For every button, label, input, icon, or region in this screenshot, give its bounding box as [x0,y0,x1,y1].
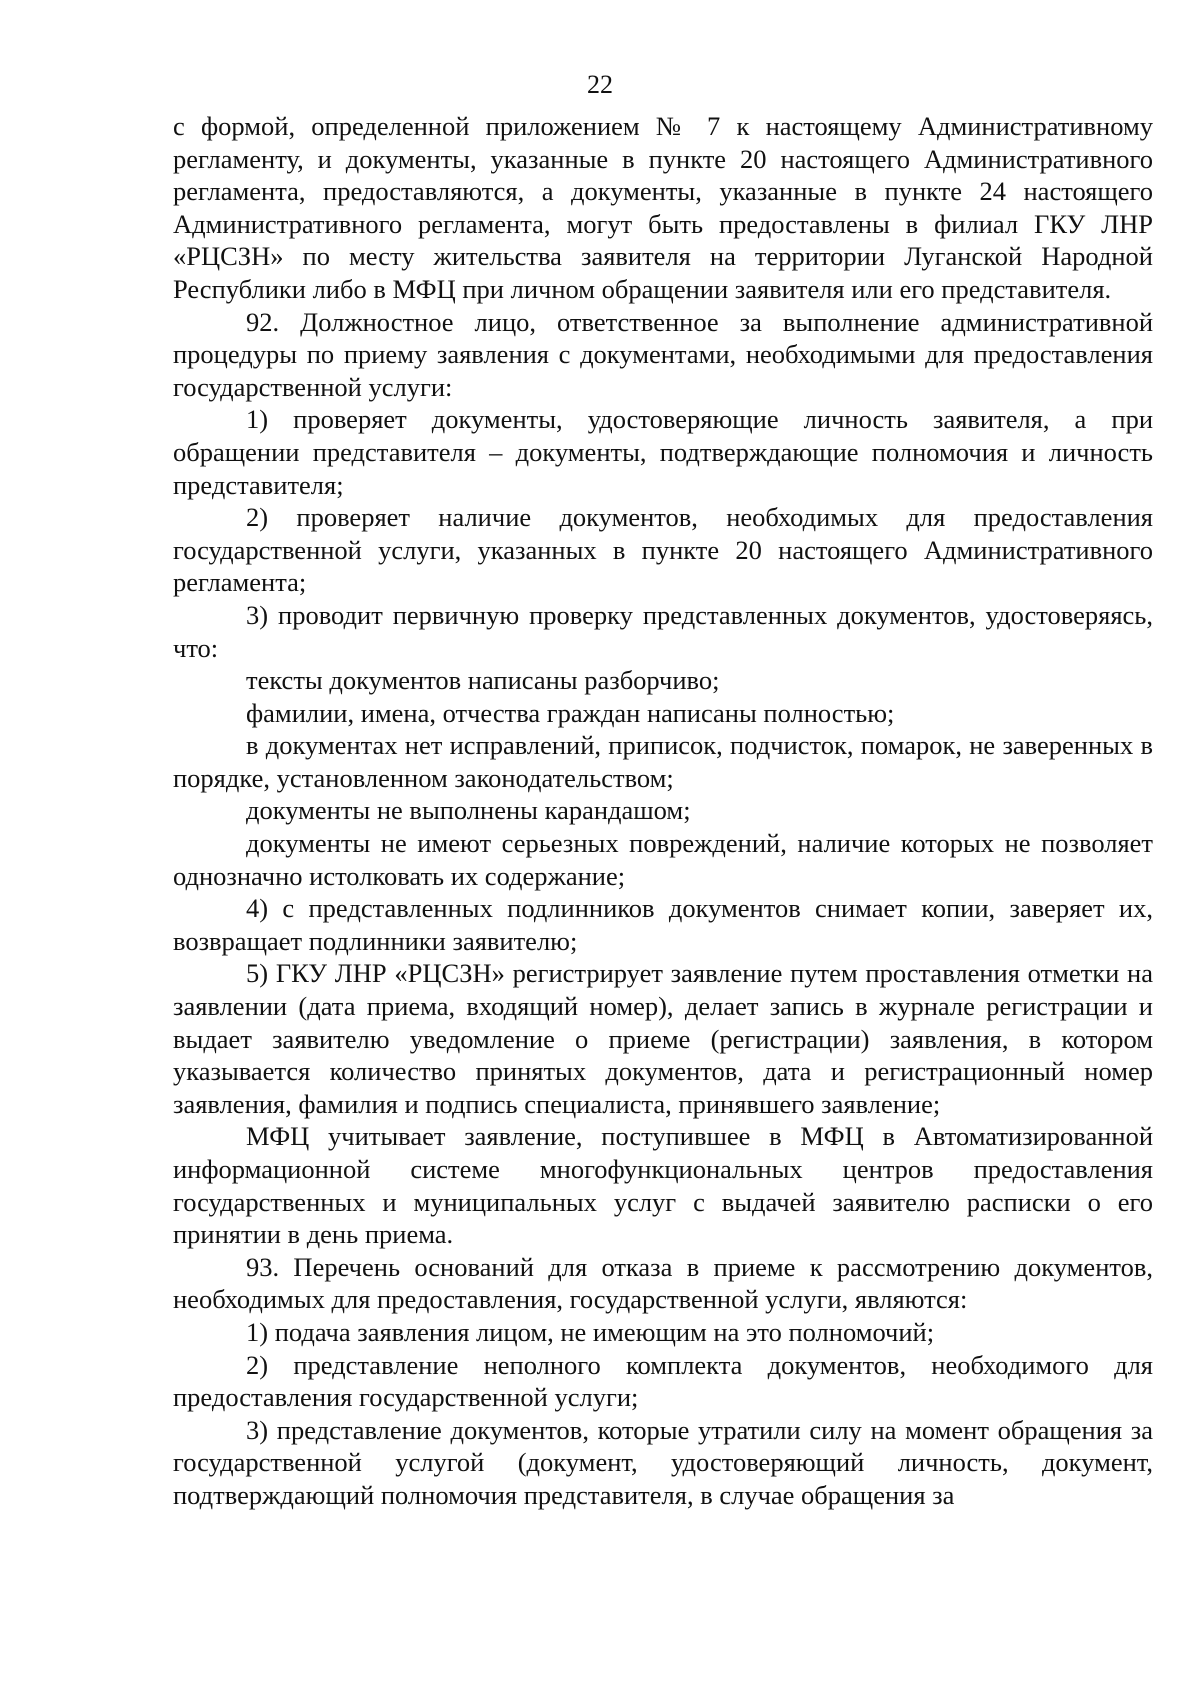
paragraph-check-legible: тексты документов написаны разборчиво; [246,665,720,696]
paragraph-subitem-1: 1) проверяет документы, удостоверяющие личность заявителя, а при обращении представителя – документы, подтверждающие полномочия и личность представителя; [173,404,1153,500]
paragraph-subitem-3: 3) проводит первичную проверку представленных документов, удостоверяясь, что: [173,599,1153,663]
paragraph-subitem-4: 4) с представленных подлинников документов снимает копии, заверяет их, возвращает подлинники заявителю; [173,893,1153,956]
paragraph-item-92: 92. Должностное лицо, ответственное за выполнение административной процедуры по приему заявления с документами, необходимыми для предоставления государственной услуги: [173,306,1153,402]
paragraph-item-93: 93. Перечень оснований для отказа в приеме к рассмотрению документов, необходимых для предоставления, государственной услуги, являются: [173,1251,1153,1315]
paragraph-check-damage: документы не имеют серьезных повреждений, наличие которых не позволяет однозначно истолковать их содержание; [173,828,1153,891]
paragraph-refusal-2: 2) представление неполного комплекта документов, необходимого для предоставления государственной услуги; [173,1349,1153,1413]
document-body [173,110,1153,1512]
paragraph-refusal-3: 3) представление документов, которые утратили силу на момент обращения за государственной услугой (документ, удостоверяющий личность, документ, подтверждающий полномочия представителя, в случае обращения за [173,1414,1153,1510]
paragraph-mfc-registration: МФЦ учитывает заявление, поступившее в МФЦ в Автоматизированной информационной системе многофункциональных центров предоставления государственных и муниципальных услуг с выдачей заявителю расписки о его принятии в день приема. [173,1121,1153,1250]
paragraph-check-names: фамилии, имена, отчества граждан написаны полностью; [246,697,895,728]
page-number: 22 [587,70,613,99]
paragraph-subitem-5: 5) ГКУ ЛНР «РЦСЗН» регистрирует заявление путем проставления отметки на заявлении (дата приема, входящий номер), делает запись в журнале регистрации и выдает заявителю уведомление о приеме (регистрации) заявления, в котором указывается количество принятых документов, дата и регистрационный номер заявления, фамилия и подпись специалиста, принявшего заявление; [173,958,1153,1119]
paragraph-continuation: с формой, определенной приложением № 7 к настоящему Административному регламенту, и документы, указанные в пункте 20 настоящего Административного регламента, предоставляются, а документы, указанные в пункте 24 настоящего Административного регламента, могут быть предоставлены в филиал ГКУ ЛНР «РЦСЗН» по месту жительства заявителя на территории Луганской Народной Республики либо в МФЦ при личном обращении заявителя или его представителя. [173,111,1153,304]
paragraph-refusal-1: 1) подача заявления лицом, не имеющим на это полномочий; [246,1316,935,1347]
paragraph-check-pencil: документы не выполнены карандашом; [246,795,691,826]
paragraph-check-corrections: в документах нет исправлений, приписок, подчисток, помарок, не заверенных в порядке, установленном законодательством; [173,730,1153,793]
paragraph-subitem-2: 2) проверяет наличие документов, необходимых для предоставления государственной услуги, указанных в пункте 20 настоящего Административного регламента; [173,502,1153,598]
